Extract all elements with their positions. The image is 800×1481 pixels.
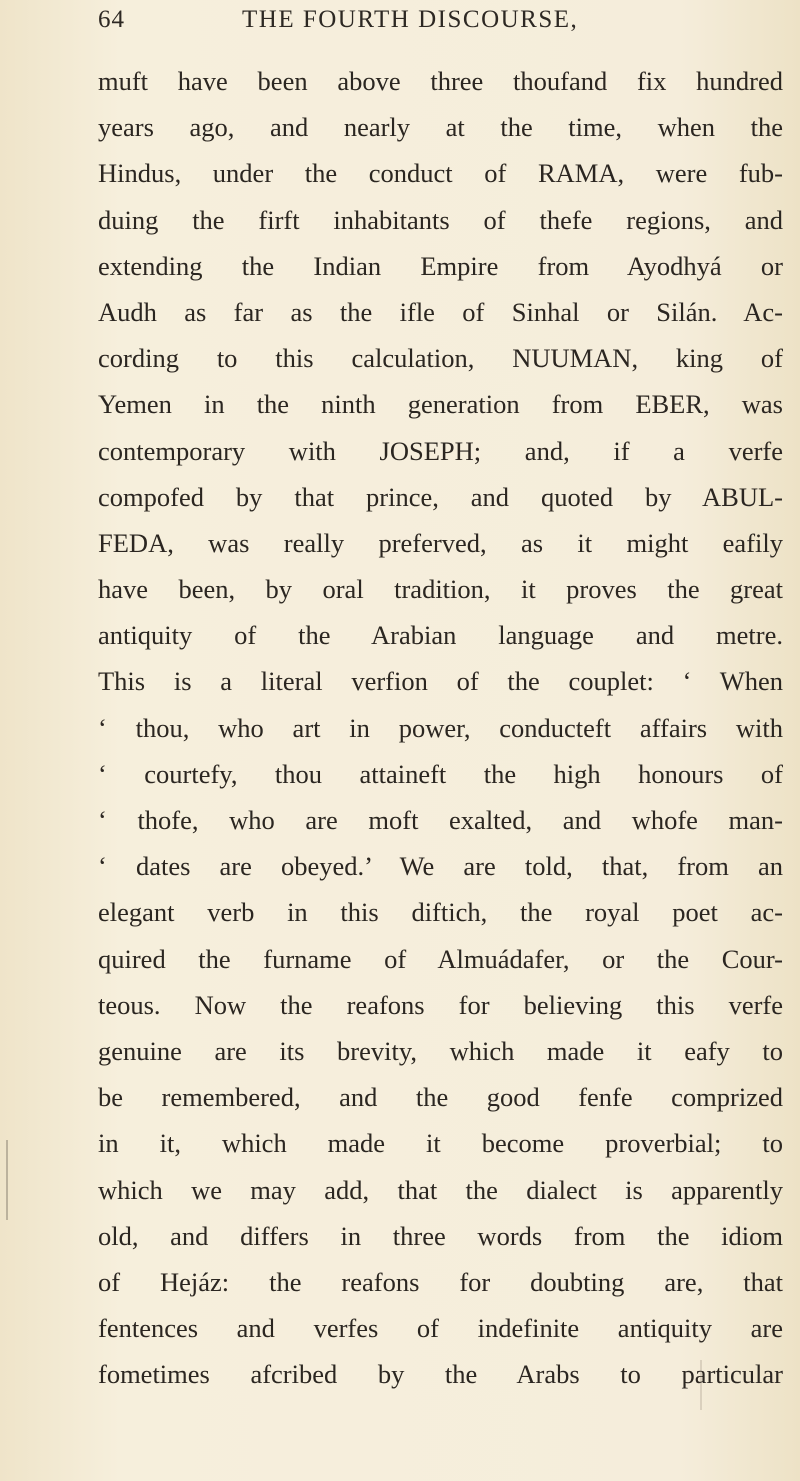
text-line: contemporary with JOSEPH; and, if a verfe — [98, 435, 783, 466]
page-number: 64 — [98, 6, 125, 33]
text-line: old, and differs in three words from the idiom — [98, 1220, 783, 1251]
text-line: quired the furname of Almuádafer, or the Cour- — [98, 943, 783, 974]
text-line: genuine are its brevity, which made it eafy to — [98, 1035, 783, 1066]
text-line: Yemen in the ninth generation from EBER, was — [98, 389, 783, 420]
page-header — [0, 0, 800, 40]
text-line: of Hejáz: the reafons for doubting are, that — [98, 1266, 783, 1297]
text-line: antiquity of the Arabian language and metre. — [98, 620, 783, 651]
text-line: ‘ thou, who art in power, conducteft affairs with — [98, 712, 783, 743]
text-line: This is a literal verfion of the couplet: ‘ When — [98, 666, 783, 697]
text-line: ‘ thofe, who are moft exalted, and whofe man- — [98, 805, 783, 835]
text-line: fentences and verfes of indefinite antiquity are — [98, 1313, 783, 1344]
text-line: elegant verb in this diftich, the royal poet ac- — [98, 897, 783, 928]
text-line: fometimes afcribed by the Arabs to particular — [98, 1359, 783, 1390]
paper-crease-mark — [700, 1360, 702, 1410]
text-line: muft have been above three thoufand fix hundred — [98, 66, 783, 96]
text-line: years ago, and nearly at the time, when the — [98, 112, 783, 143]
text-line: FEDA, was really preferved, as it might eafily — [98, 527, 783, 558]
body-text — [98, 58, 783, 1397]
text-line: duing the firft inhabitants of thefe regions, and — [98, 204, 783, 235]
text-line: be remembered, and the good fenfe comprized — [98, 1082, 783, 1113]
text-line: extending the Indian Empire from Ayodhyá or — [98, 250, 783, 281]
text-line: in it, which made it become proverbial; to — [98, 1128, 783, 1159]
text-line: cording to this calculation, NUUMAN, king of — [98, 343, 783, 374]
text-line: Hindus, under the conduct of RAMA, were fub- — [98, 158, 783, 189]
text-line: compofed by that prince, and quoted by ABUL- — [98, 481, 783, 512]
text-line: ‘ dates are obeyed.’ We are told, that, from an — [98, 851, 783, 882]
text-line: have been, by oral tradition, it proves the great — [98, 574, 783, 605]
paper-crease-mark — [6, 1140, 8, 1220]
text-line: which we may add, that the dialect is apparently — [98, 1174, 783, 1205]
text-line: ‘ courtefy, thou attaineft the high honours of — [98, 758, 783, 789]
text-line: Audh as far as the ifle of Sinhal or Silán. Ac- — [98, 296, 783, 327]
running-head: THE FOURTH DISCOURSE, — [242, 6, 579, 33]
text-line: teous. Now the reafons for believing this verfe — [98, 989, 783, 1020]
